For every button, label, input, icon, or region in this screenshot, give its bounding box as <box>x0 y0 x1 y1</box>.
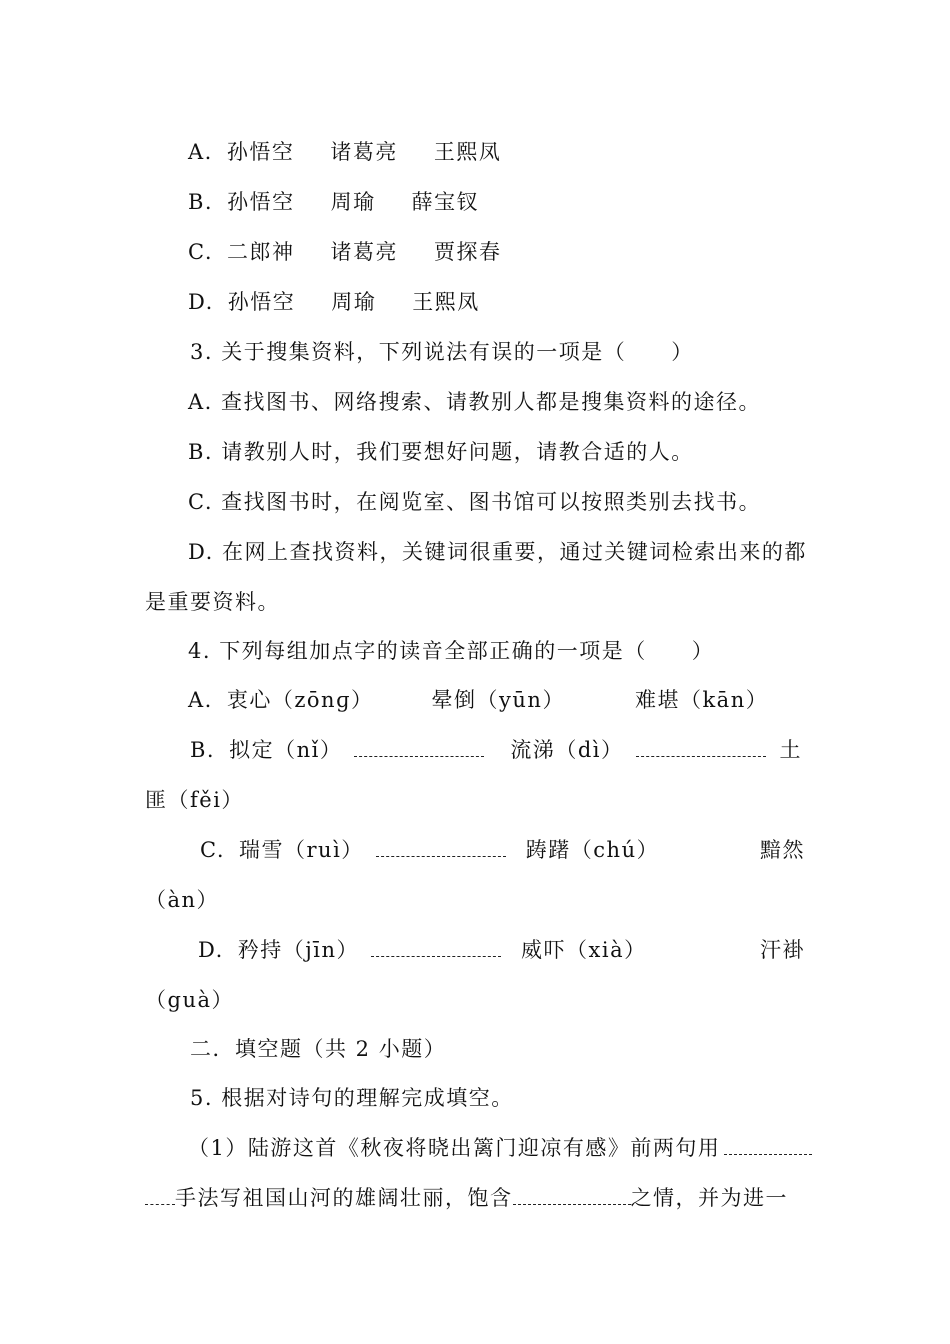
option-item: 周瑜 <box>330 190 376 214</box>
option-item: 诸葛亮 <box>330 240 398 264</box>
option-item: 诸葛亮 <box>330 140 398 164</box>
option-item: 王熙凤 <box>433 140 502 164</box>
q4-option-c-word3: 黯然 <box>760 838 805 862</box>
option-label: A. <box>188 140 213 164</box>
word-pinyin: 矜持（jīn） <box>237 938 360 962</box>
q4-option-d-line2: （guà） <box>145 988 234 1012</box>
option-item: 孙悟空 <box>227 290 296 314</box>
option-item: 二郎神 <box>227 240 295 264</box>
answer-blank <box>513 1186 631 1205</box>
answer-blank <box>354 738 484 757</box>
q2-option-c <box>188 237 502 267</box>
word-pinyin: 流涕（dì） <box>510 738 624 762</box>
option-label: B. <box>190 738 216 762</box>
q3-option-c: C. 查找图书时，在阅览室、图书馆可以按照类别去找书。 <box>188 490 762 514</box>
word-pinyin: 土 <box>779 738 803 762</box>
word-pinyin: 衷心（zōnɡ） <box>226 688 374 712</box>
q2-option-a <box>188 137 501 167</box>
q5-part1-line1 <box>188 1133 812 1163</box>
q4-option-c-line1 <box>200 835 659 865</box>
q5-stem: 5. 根据对诗句的理解完成填空。 <box>190 1086 514 1110</box>
answer-blank <box>371 938 501 957</box>
question-text: 之情，并为进一 <box>630 1186 788 1210</box>
option-label: A. <box>188 688 213 712</box>
q4-stem: 4. 下列每组加点字的读音全部正确的一项是（ ） <box>188 639 715 663</box>
option-label: D. <box>198 938 224 962</box>
question-text: 手法写祖国山河的雄阔壮丽，饱含 <box>175 1186 513 1210</box>
option-item: 孙悟空 <box>227 190 295 214</box>
q3-stem: 3. 关于搜集资料，下列说法有误的一项是（ ） <box>190 340 694 364</box>
question-text: （1）陆游这首《秋夜将晓出篱门迎凉有感》前两句用 <box>188 1136 721 1160</box>
option-item: 王熙凤 <box>412 290 480 314</box>
answer-blank <box>636 738 766 757</box>
option-label: C. <box>188 240 213 264</box>
q4-option-b-line1 <box>190 735 802 765</box>
option-item: 薛宝钗 <box>411 190 480 214</box>
option-label: D. <box>188 290 214 314</box>
word-pinyin: 瑞雪（ruì） <box>239 838 364 862</box>
word-pinyin: 晕倒（yūn） <box>431 688 565 712</box>
option-item: 贾探春 <box>434 240 502 264</box>
word-pinyin: 难堪（kān） <box>634 688 769 712</box>
q4-option-b-line2: 匪（fěi） <box>145 788 244 812</box>
word-pinyin: 威吓（xià） <box>521 938 647 962</box>
word-pinyin: 踌躇（chú） <box>525 838 660 862</box>
answer-blank <box>724 1136 812 1155</box>
section-title: 二．填空题（共 2 小题） <box>190 1037 447 1061</box>
q2-option-b <box>188 187 479 217</box>
q4-option-a <box>188 685 768 715</box>
word-pinyin: 拟定（nǐ） <box>229 738 343 762</box>
option-label: B. <box>188 190 214 214</box>
answer-blank <box>376 838 506 857</box>
q2-option-d <box>188 287 480 317</box>
option-label: C. <box>200 838 225 862</box>
q3-option-a: A. 查找图书、网络搜索、请教别人都是搜集资料的途径。 <box>188 390 762 414</box>
q4-option-c-line2: （àn） <box>145 888 220 912</box>
option-item: 孙悟空 <box>226 140 295 164</box>
q4-option-d-line1 <box>198 935 647 965</box>
q3-option-b: B. 请教别人时，我们要想好问题，请教合适的人。 <box>188 440 694 464</box>
answer-blank <box>145 1186 175 1205</box>
q4-option-d-word3: 汗褂 <box>760 938 805 962</box>
q5-part1-line2 <box>145 1183 788 1213</box>
option-item: 周瑜 <box>331 290 377 314</box>
q3-option-d-line1: D. 在网上查找资料，关键词很重要，通过关键词检索出来的都 <box>188 540 807 564</box>
q3-option-d-line2: 是重要资料。 <box>145 590 280 614</box>
